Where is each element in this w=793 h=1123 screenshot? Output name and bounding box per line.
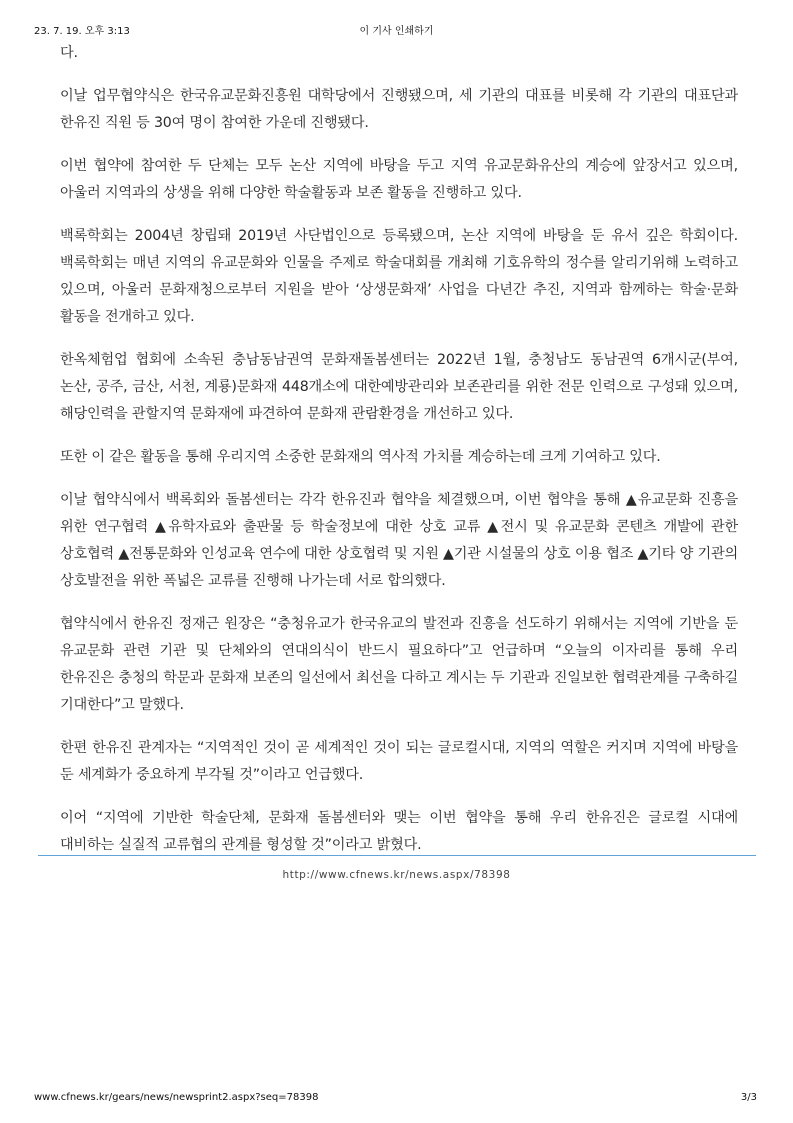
article-paragraph: 백록학회는 2004년 창립돼 2019년 사단법인으로 등록됐으며, 논산 지역에 바탕을 둔 유서 깊은 학회이다. 백록학회는 매년 지역의 유교문화와 인물을 주제로 학술대회를 개최해 기호유학의 정수를 알리기위해 노력하고 있으며, 아울러 문화재청으로부터 지원을 받아 ‘상생문화재’ 사업을 다년간 추진, 지역과 함께하는 학술·문화 활동을 전개하고 있다. — [60, 228, 738, 325]
print-footer-url: www.cfnews.kr/gears/news/newsprint2.aspx?seq=78398 — [34, 1092, 319, 1103]
divider-line — [38, 855, 756, 856]
article-paragraph: 이날 협약식에서 백록회와 돌봄센터는 각각 한유진과 협약을 체결했으며, 이번 협약을 통해 ▲유교문화 진흥을 위한 연구협력 ▲유학자료와 출판물 등 학술정보에 대한 상호 교류 ▲전시 및 유교문화 콘텐츠 개발에 관한 상호협력 ▲전통문화와 인성교육 연수에 대한 상호협력 및 지원 ▲기관 시설물의 상호 이용 협조 ▲기타 양 기관의 상호발전을 위한 폭넓은 교류를 진행해 나가는데 서로 합의했다. — [60, 492, 738, 589]
article-body — [60, 40, 738, 875]
article-paragraph: 이번 협약에 참여한 두 단체는 모두 논산 지역에 바탕을 두고 지역 유교문화유산의 계승에 앞장서고 있으며, 아울러 지역과의 상생을 위해 다양한 학술활동과 보존 활동을 진행하고 있다. — [60, 158, 738, 201]
article-paragraph: 또한 이 같은 활동을 통해 우리지역 소중한 문화재의 역사적 가치를 계승하는데 크게 기여하고 있다. — [60, 449, 661, 465]
article-paragraph: 한옥체험업 협회에 소속된 충남동남권역 문화재돌봄센터는 2022년 1월, 충청남도 동남권역 6개시군(부여, 논산, 공주, 금산, 서천, 계룡)문화재 448개소에 대한예방관리와 보존관리를 위한 전문 인력으로 구성돼 있으며,해당인력을 관할지역 문화재에 파견하여 문화재 관람환경을 개선하고 있다. — [60, 352, 738, 422]
article-paragraph: 다. — [60, 45, 78, 61]
article-paragraph: 이날 업무협약식은 한국유교문화진흥원 대학당에서 진행됐으며, 세 기관의 대표를 비롯해 각 기관의 대표단과 한유진 직원 등 30여 명이 참여한 가운데 진행됐다. — [60, 88, 738, 131]
article-paragraph: 협약식에서 한유진 정재근 원장은 “충청유교가 한국유교의 발전과 진흥을 선도하기 위해서는 지역에 기반을 둔 유교문화 관련 기관 및 단체와의 연대의식이 반드시 필요하다”고 언급하며 “오늘의 이자리를 통해 우리 한유진은 충청의 학문과 문화재 보존의 일선에서 최선을 다하고 계시는 두 기관과 진일보한 협력관계를 구축하길 기대한다”고 말했다. — [60, 616, 738, 713]
print-datetime: 23. 7. 19. 오후 3:13 — [34, 26, 130, 37]
print-page-title: 이 기사 인쇄하기 — [359, 26, 434, 37]
article-paragraph: 한편 한유진 관계자는 “지역적인 것이 곧 세계적인 것이 되는 글로컬시대, 지역의 역할은 커지며 지역에 바탕을 둔 세계화가 중요하게 부각될 것”이라고 언급했다. — [60, 740, 738, 783]
page-number: 3/3 — [740, 1092, 757, 1103]
article-paragraph: 이어 “지역에 기반한 학술단체, 문화재 돌봄센터와 맺는 이번 협약을 통해 우리 한유진은 글로컬 시대에 대비하는 실질적 교류협의 관계를 형성할 것”이라고 밝혔다. — [60, 810, 738, 853]
article-source-link[interactable]: http://www.cfnews.kr/news.aspx/78398 — [282, 869, 511, 881]
